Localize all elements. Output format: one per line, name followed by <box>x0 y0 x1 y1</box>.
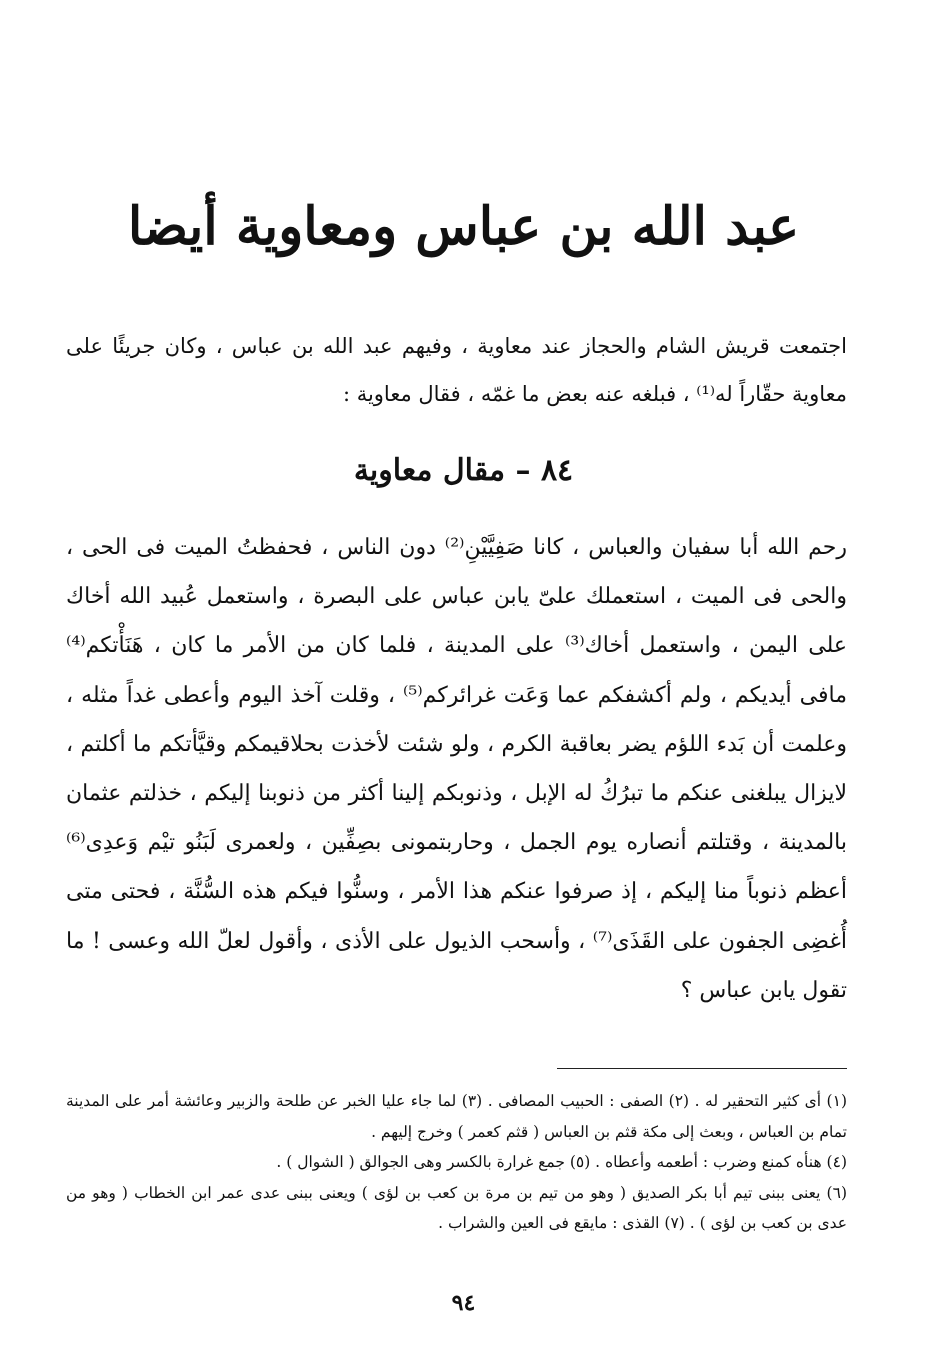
chapter-title: عبد الله بن عباس ومعاوية أيضا <box>127 196 800 257</box>
speech-paragraph: رحم الله أبا سفيان والعباس ، كانا صَفِيَّيْنِ⁽²⁾ دون الناس ، فحفظتُ الميت فى الحى ، والحى فى الميت ، استعملك علىّ يابن عباس على البصرة ، واستعمل عُبيد الله أخاك على اليمن ، واستعمل أخاك⁽³⁾ على المدينة ، فلما كان من الأمر ما كان ، هَنَأْتكم⁽⁴⁾ مافى أيديكم ، ولم أكشفكم عما وَعَت غرائركم⁽⁵⁾ ، وقلت آخذ اليوم وأعطى غداً مثله ، وعلمت أن بَدء اللؤم يضر بعاقبة الكرم ، ولو شئت لأخذت بحلاقيمكم وقيَّأتكم ما أكلتم ، لايزال يبلغنى عنكم ما تبرُكُ له الإبل ، وذنوبكم إلينا أكثر من ذنوبنا إليكم ، خذلتم عثمان بالمدينة ، وقتلتم أنصاره يوم الجمل ، وحاربتمونى بصِفِّين ، ولعمرى لَبَنُو تيْم وَعدِى⁽⁶⁾ أعظم ذنوباً منا إليكم ، إذ صرفوا عنكم هذا الأمر ، وسنُّوا فيكم هذه السُّنَّة ، فحتى متى أُغضِى الجفون على القَذَى⁽⁷⁾ ، وأسحب الذيول على الأذى ، وأقول لعلّ الله وعسى ! ما تقول يابن عباس ؟ <box>66 535 847 1003</box>
footnote-divider <box>557 1068 847 1069</box>
intro-paragraph: اجتمعت قريش الشام والحجاز عند معاوية ، وفيهم عبد الله بن عباس ، وكان جريئًا على معاوية حقّاراً له⁽¹⁾ ، فبلغه عنه بعض ما غمّه ، فقال معاوية : <box>66 334 847 406</box>
footnote-line: (٦) يعنى ببنى تيم أبا بكر الصديق ( وهو من تيم بن مرة بن كعب بن لؤى ) ويعنى ببنى عدى عمر ابن الخطاب ( وهو من عدى بن كعب بن لؤى ) . (٧) القذى : مايقع فى العين والشراب . <box>66 1183 847 1232</box>
footnote-line: (١) أى كثير التحقير له . (٢) الصفى : الحبيب المصافى . (٣) لما جاء عليا الخبر عن طلحة والزبير وعائشة أمر على المدينة تمام بن العباس ، وبعث إلى مكة قثم بن العباس ( قثم كعمر ) وخرج إليهم . <box>66 1092 847 1141</box>
section-heading: ٨٤ – مقال معاوية <box>353 453 574 488</box>
footnotes <box>66 1086 847 1239</box>
page-number: ٩٤ <box>451 1290 476 1316</box>
footnote-line: (٤) هنأه كمنع وضرب : أطعمه وأعطاه . (٥) جمع غرارة بالكسر وهى الجوالق ( الشوال ) . <box>276 1153 847 1171</box>
